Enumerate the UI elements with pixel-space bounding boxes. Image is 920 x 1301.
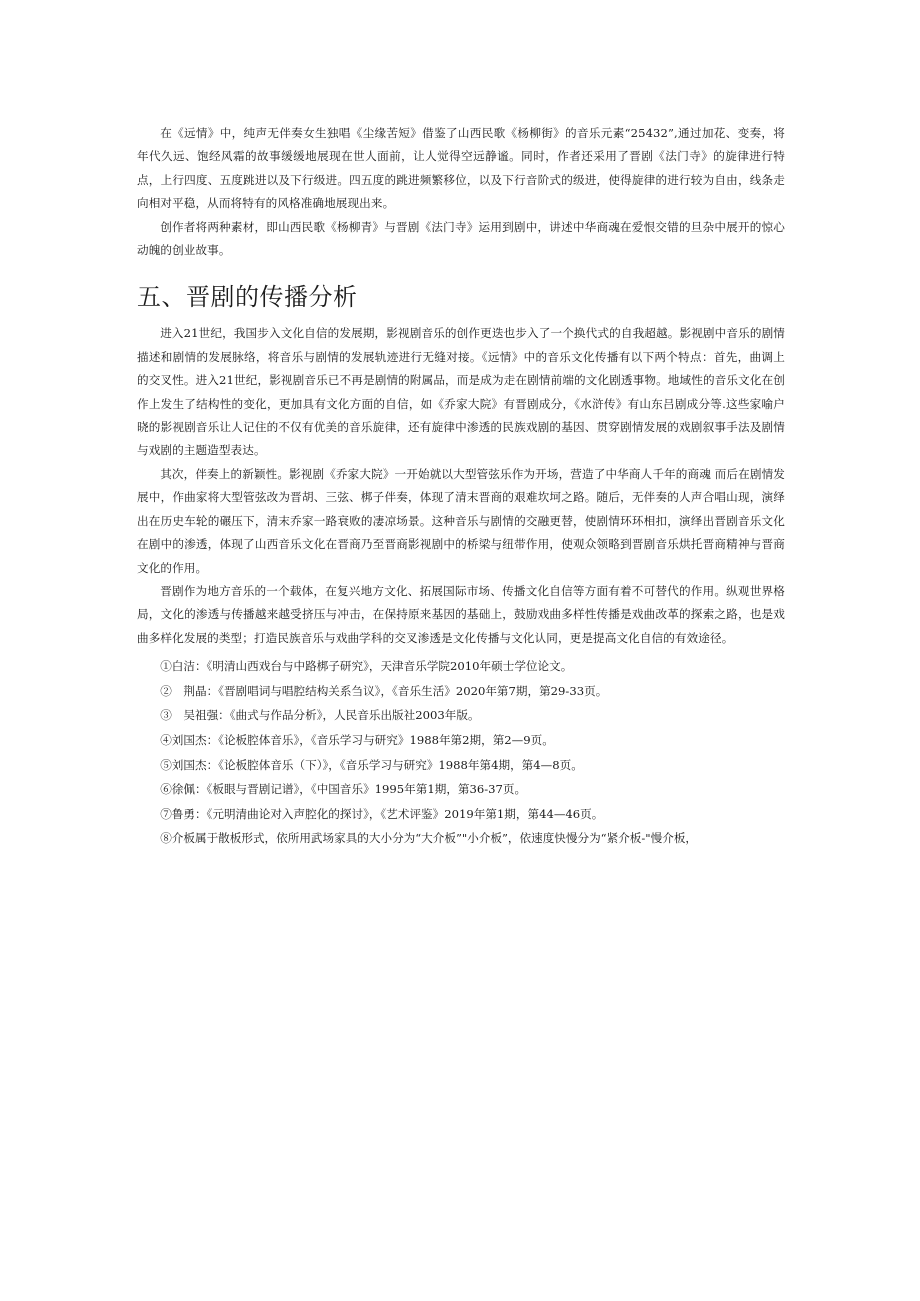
section-heading: 五、晋剧的传播分析: [137, 283, 358, 312]
body-paragraph: 进入21世纪，我国步入文化自信的发展期，影视剧音乐的创作更迭也步入了一个换代式的自我超越。影视剧中音乐的剧情描述和剧情的发展脉络，将音乐与剧情的发展轨迹进行无缝对接。《远情》中的音乐文化传播有以下两个特点：首先，曲调上的交叉性。进入21世纪，影视剧音乐已不再是剧情的附属品，而是成为走在剧情前端的文化剧透事物。地域性的音乐文化在创作上发生了结构性的变化，更加具有文化方面的自信，如《乔家大院》有晋剧成分，《水浒传》有山东吕剧成分等.这些家喻户晓的影视剧音乐让人记住的不仅有优美的音乐旋律，还有旋律中渗透的民族戏剧的基因、贯穿剧情发展的戏剧叙事手法及剧情与戏剧的主题造型表达。: [137, 326, 785, 458]
endnote: ⑤刘国杰：《论板腔体音乐（下）》，《音乐学习与研究》1988年第4期，第4—8页。: [160, 757, 583, 772]
endnote: ⑥徐佩：《板眼与晋剧记谱》，《中国音乐》1995年第1期，第36-37页。: [160, 782, 527, 797]
endnote: ⑦鲁勇：《元明清曲论对入声腔化的探讨》，《艺术评鉴》2019年第1期，第44—46页。: [160, 806, 604, 821]
body-paragraph: 在《远情》中，纯声无伴奏女生独唱《尘缘苦短》借鉴了山西民歌《杨柳街》的音乐元素“25432”,通过加花、变奏，将年代久远、饱经风霜的故事缓缓地展现在世人面前，让人觉得空远静谧。同时，作者还采用了晋剧《法门寺》的旋律进行特点，上行四度、五度跳进以及下行级进。四五度的跳进频繁移位，以及下行音阶式的级进，使得旋律的进行较为自由，线条走向相对平稳，从而将特有的风格准确地展现出来。: [137, 126, 785, 211]
endnote: ①白洁：《明清山西戏台与中路梆子研究》，天津音乐学院2010年硕士学位论文。: [160, 659, 573, 674]
endnote: ⑧介板属于散板形式，依所用武场家具的大小分为“大介板”"小介板”，依速度快慢分为“紧介板-"慢介板，: [160, 831, 698, 846]
endnote: ② 荆晶：《晋剧唱词与唱腔结构关系刍议》，《音乐生活》2020年第7期，第29-33页。: [160, 683, 608, 698]
endnotes-list: [137, 654, 785, 851]
body-paragraph: 其次，伴奏上的新颖性。影视剧《乔家大院》一开始就以大型管弦乐作为开场，营造了中华商人千年的商魂 而后在剧情发展中，作曲家将大型管弦改为晋胡、三弦、梆子伴奏，体现了清末晋商的艰难坎坷之路。随后，无伴奏的人声合唱山现，演绎出在历史车轮的碾压下，清末乔家一路衰败的凄凉场景。这种音乐与剧情的交融更替，使剧情环环相扣，演绎出晋剧音乐文化在剧中的渗透，体现了山西音乐文化在晋商乃至晋商影视剧中的桥梁与纽带作用，使观众领略到晋剧音乐烘托晋商精神与晋商文化的作用。: [137, 466, 785, 575]
body-paragraph: 创作者将两种素材，即山西民歌《杨柳青》与晋剧《法门寺》运用到剧中，讲述中华商魂在爱恨交错的旦杂中展开的惊心动魄的创业故事。: [137, 219, 785, 258]
endnote: ③ 吴祖强：《曲式与作品分析》，人民音乐出版社2003年版。: [160, 708, 480, 723]
body-paragraph: 晋剧作为地方音乐的一个载体，在复兴地方文化、拓展国际市场、传播文化自信等方面有着不可替代的作用。纵观世界格局，文化的渗透与传播越来越受挤压与冲击，在保持原来基因的基础上，鼓励戏曲多样性传播是戏曲改革的探索之路，也是戏曲多样化发展的类型；打造民族音乐与戏曲学科的交叉渗透是文化传播与文化认同，更是提高文化自信的有效途径。: [137, 583, 785, 645]
document-page: [137, 122, 785, 851]
endnote: ④刘国杰：《论板腔体音乐》，《音乐学习与研究》1988年第2期，第2—9页。: [160, 732, 554, 747]
